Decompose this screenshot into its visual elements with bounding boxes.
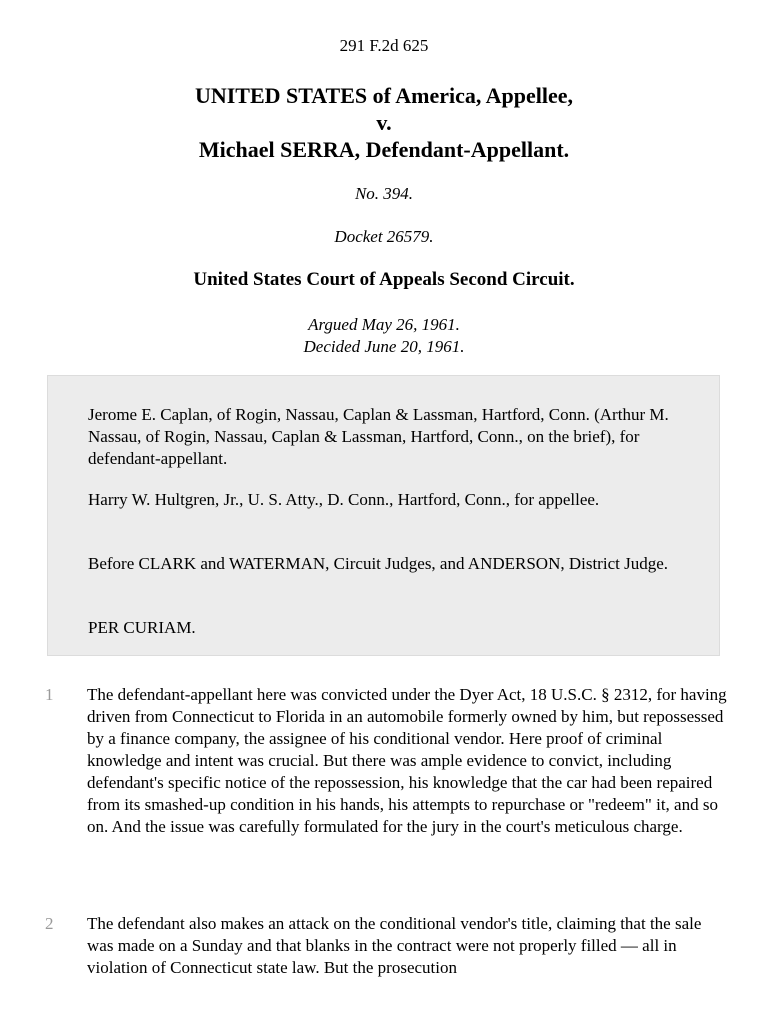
judges-panel: Before CLARK and WATERMAN, Circuit Judges, and ANDERSON, District Judge.: [88, 554, 669, 573]
court-name: United States Court of Appeals Second Circuit.: [193, 269, 575, 290]
paragraph-number: 2: [45, 914, 54, 933]
case-dates: [0, 314, 768, 358]
case-title-appellant: Michael SERRA, Defendant-Appellant.: [198, 137, 570, 162]
case-title: [0, 82, 768, 163]
paragraph-number: 1: [45, 685, 54, 704]
paragraph-text: The defendant-appellant here was convicted under the Dyer Act, 18 U.S.C. § 2312, for having driven from Connecticut to Florida in an automobile formerly owned by him, but repossessed by a finance company, the assignee of his conditional vendor. Here proof of criminal knowledge and intent was crucial. But there was ample evidence to convict, including defendant's specific notice of the repossession, his knowledge that the car had been repaired from its smashed-up condition in his hands, his attempts to repurchase or "redeem" it, and so on. And the issue was carefully formulated for the jury in the court's meticulous charge.: [87, 685, 727, 836]
case-number: No. 394.: [354, 184, 414, 203]
case-title-versus: v.: [376, 110, 392, 135]
docket-number: Docket 26579.: [334, 227, 434, 246]
argued-date: Argued May 26, 1961.: [308, 315, 460, 334]
case-citation: 291 F.2d 625: [339, 36, 429, 55]
case-title-appellee: UNITED STATES of America, Appellee,: [194, 83, 574, 108]
paragraph-text: The defendant also makes an attack on the conditional vendor's title, claiming that the sale was made on a Sunday and that blanks in the contract were not properly filled — all in violation of Connecticut state law. But the prosecution: [87, 914, 702, 977]
decided-date: Decided June 20, 1961.: [303, 337, 465, 356]
counsel-appellee: Harry W. Hultgren, Jr., U. S. Atty., D. Conn., Hartford, Conn., for appellee.: [88, 490, 600, 509]
per-curiam-label: PER CURIAM.: [88, 618, 196, 637]
counsel-panel: [47, 375, 720, 656]
counsel-appellant: Jerome E. Caplan, of Rogin, Nassau, Caplan & Lassman, Hartford, Conn. (Arthur M. Nassau, of Rogin, Nassau, Caplan & Lassman, Hartford, Conn., on the brief), for defendant-appellant.: [88, 405, 669, 468]
